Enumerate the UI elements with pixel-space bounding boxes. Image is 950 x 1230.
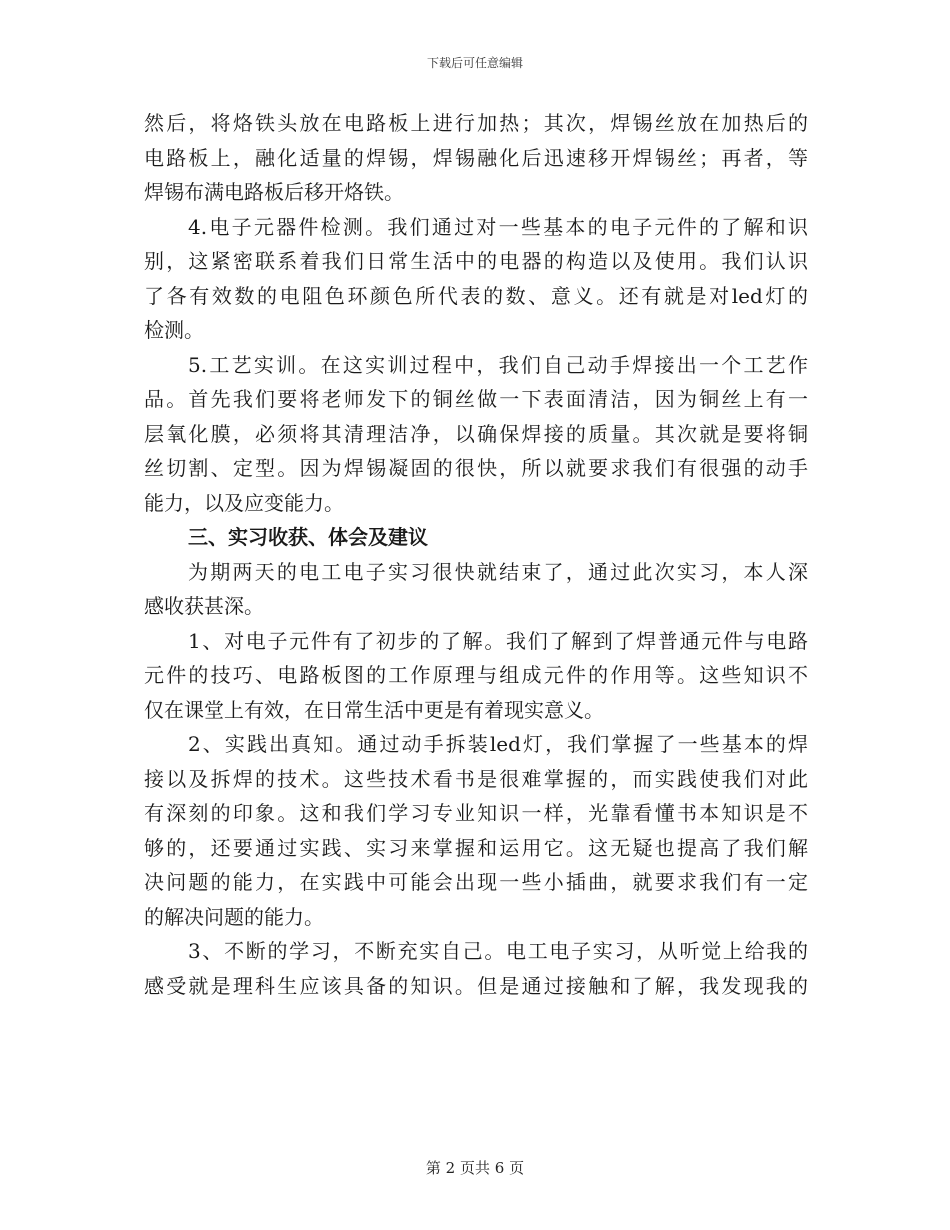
text-line: 电路板上，融化适量的焊锡，焊锡融化后迅速移开焊锡丝；再者，等	[144, 145, 808, 170]
text-line: 感受就是理科生应该具备的知识。但是通过接触和了解，我发现我的	[144, 973, 808, 998]
page-header: 下载后可任意编辑	[426, 56, 523, 70]
text-line: 仅在课堂上有效，在日常生活中更是有着现实意义。	[144, 697, 604, 722]
text-line: 够的，还要通过实践、实习来掌握和运用它。这无疑也提高了我们解	[144, 835, 808, 860]
text-line: 4.电子元器件检测。我们通过对一些基本的电子元件的了解和识	[188, 214, 808, 239]
text-line: 2、实践出真知。通过动手拆装led灯，我们掌握了一些基本的焊	[188, 732, 808, 756]
text-line: 检测。	[144, 318, 204, 342]
text-line: 感收获甚深。	[144, 594, 264, 618]
text-line: 的解决问题的能力。	[144, 904, 324, 929]
section-heading: 三、实习收获、体会及建议	[188, 525, 428, 549]
document-body	[144, 106, 808, 1003]
text-line: 3、不断的学习，不断充实自己。电工电子实习，从听觉上给我的	[188, 939, 808, 963]
text-line: 能力，以及应变能力。	[144, 490, 344, 515]
text-line: 品。首先我们要将老师发下的铜丝做一下表面清洁，因为铜丝上有一	[144, 387, 808, 411]
text-line: 接以及拆焊的技术。这些技术看书是很难掌握的，而实践使我们对此	[144, 766, 808, 791]
text-line: 焊锡布满电路板后移开烙铁。	[144, 180, 404, 204]
text-line: 有深刻的印象。这和我们学习专业知识一样，光靠看懂书本知识是不	[144, 801, 808, 825]
text-line: 决问题的能力，在实践中可能会出现一些小插曲，就要求我们有一定	[144, 870, 808, 894]
text-line: 别，这紧密联系着我们日常生活中的电器的构造以及使用。我们认识	[144, 249, 808, 273]
text-line: 1、对电子元件有了初步的了解。我们了解到了焊普通元件与电路	[188, 628, 808, 653]
text-line: 层氧化膜，必须将其清理洁净，以确保焊接的质量。其次就是要将铜	[144, 421, 808, 446]
text-line: 元件的技巧、电路板图的工作原理与组成元件的作用等。这些知识不	[144, 663, 808, 687]
page-footer: 第 2 页共 6 页	[425, 1159, 525, 1177]
text-line: 丝切割、定型。因为焊锡凝固的很快，所以就要求我们有很强的动手	[144, 456, 808, 480]
text-line: 然后，将烙铁头放在电路板上进行加热；其次，焊锡丝放在加热后的	[144, 111, 808, 135]
text-line: 为期两天的电工电子实习很快就结束了，通过此次实习，本人深	[188, 559, 808, 584]
text-line: 了各有效数的电阻色环颜色所代表的数、意义。还有就是对led灯的	[144, 283, 808, 308]
text-line: 5.工艺实训。在这实训过程中，我们自己动手焊接出一个工艺作	[188, 352, 808, 377]
